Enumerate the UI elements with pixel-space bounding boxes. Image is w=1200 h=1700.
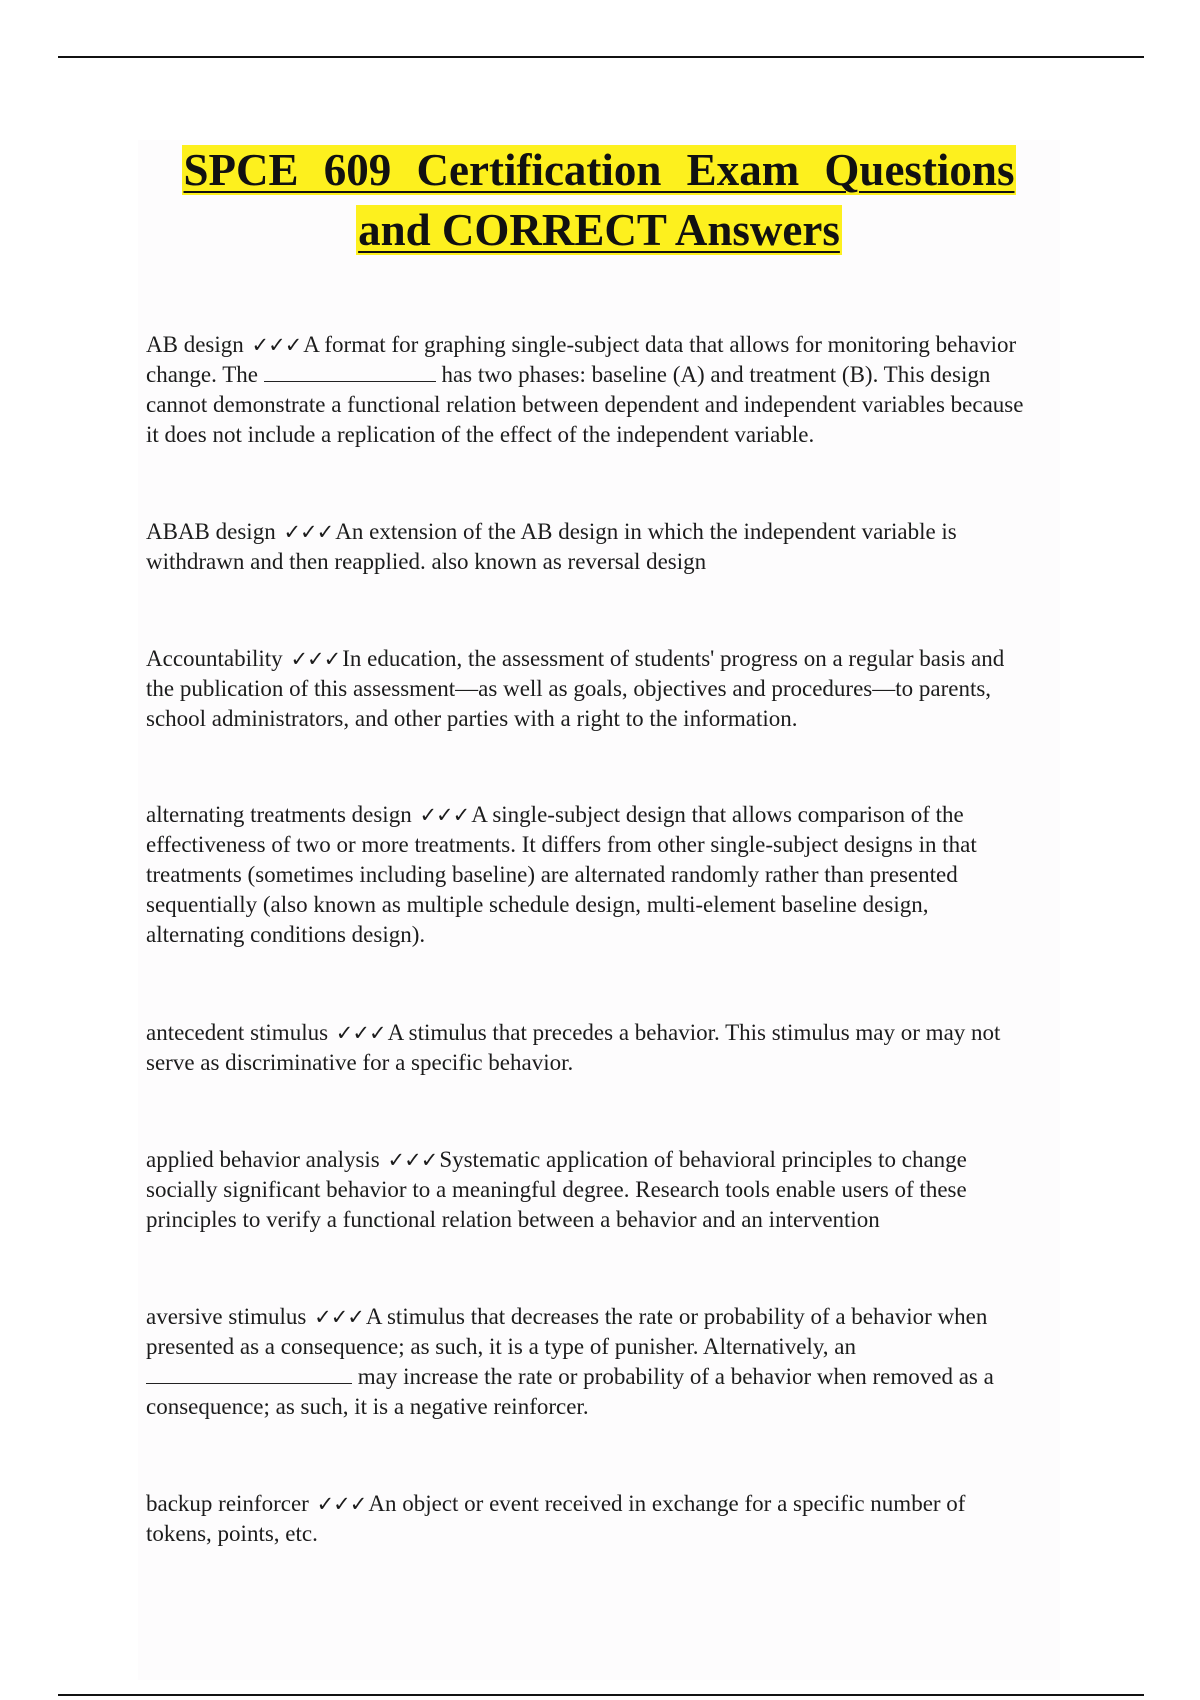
entry-definition-cont: has two phases: baseline (A) and treatment (B). This design cannot demonstrate a functional relation between dependent and independent variables because it does not include a replication of the effect of the independent variable.: [146, 362, 1024, 447]
entry-definition: An object or event received in exchange for a specific number of tokens, points, etc.: [146, 1491, 966, 1546]
check-mark-icon: ✓✓✓: [419, 803, 470, 827]
entry-term: AB design: [146, 332, 250, 357]
entry-accountability: [146, 644, 1026, 734]
entry-definition: Systematic application of behavioral principles to change socially significant behavior to a meaningful degree. Research tools enable users of these principles to verify a functional relation between a behavior and an intervention: [146, 1147, 967, 1232]
entry-definition: An extension of the AB design in which the independent variable is withdrawn and then reapplied. also known as reversal design: [146, 519, 957, 574]
check-mark-icon: ✓✓✓: [290, 647, 341, 671]
entry-definition: A format for graphing single-subject data that allows for monitoring behavior change. The: [146, 332, 1017, 387]
entry-term: alternating treatments design: [146, 802, 418, 827]
entry-term: Accountability: [146, 646, 289, 671]
entry-definition: A single-subject design that allows comparison of the effectiveness of two or more treatments. It differs from other single-subject designs in that treatments (sometimes including baseline) are alternated randomly rather than presented sequentially (also known as multiple schedule design, multi-element baseline design, alternating conditions design).: [146, 802, 977, 947]
check-mark-icon: ✓✓✓: [316, 1492, 367, 1516]
entry-applied-behavior-analysis: [146, 1145, 1026, 1235]
entry-term: ABAB design: [146, 519, 282, 544]
check-mark-icon: ✓✓✓: [283, 520, 334, 544]
entry-abab-design: [146, 517, 1026, 577]
title-line-2: and CORRECT Answers: [358, 205, 840, 255]
entry-term: antecedent stimulus: [146, 1020, 334, 1045]
fill-in-blank: [264, 361, 436, 382]
entry-ab-design: [146, 330, 1026, 450]
check-mark-icon: ✓✓✓: [335, 1021, 386, 1045]
title-line-1: SPCE 609 Certification Exam Questions: [183, 145, 1015, 195]
entry-definition-cont: may increase the rate or probability of a behavior when removed as a consequence; as such, it is a negative reinforcer.: [146, 1364, 994, 1419]
entry-definition: In education, the assessment of students' progress on a regular basis and the publication of this assessment—as well as goals, objectives and procedures—to parents, school administrators, and other parties with a right to the information.: [146, 646, 1005, 731]
entry-definition: A stimulus that precedes a behavior. This stimulus may or may not serve as discriminative for a specific behavior.: [146, 1020, 1001, 1075]
check-mark-icon: ✓✓✓: [314, 1305, 364, 1329]
entry-term: aversive stimulus: [146, 1304, 313, 1329]
check-mark-icon: ✓✓✓: [251, 333, 302, 357]
entry-definition: A stimulus that decreases the rate or probability of a behavior when presented as a consequence; as such, it is a type of punisher. Alternatively, an: [146, 1304, 988, 1359]
entry-alternating-treatments-design: [146, 800, 1026, 950]
document-page: [138, 140, 1060, 1680]
document-title: [138, 140, 1060, 260]
fill-in-blank: [146, 1363, 352, 1384]
check-mark-icon: ✓✓✓: [387, 1148, 438, 1172]
entry-backup-reinforcer: [146, 1489, 1026, 1549]
entry-term: backup reinforcer: [146, 1491, 315, 1516]
entry-antecedent-stimulus: [146, 1018, 1026, 1078]
top-rule: [58, 56, 1144, 58]
entry-aversive-stimulus: [146, 1302, 1026, 1422]
entry-term: applied behavior analysis: [146, 1147, 386, 1172]
bottom-rule: [58, 1694, 1144, 1696]
